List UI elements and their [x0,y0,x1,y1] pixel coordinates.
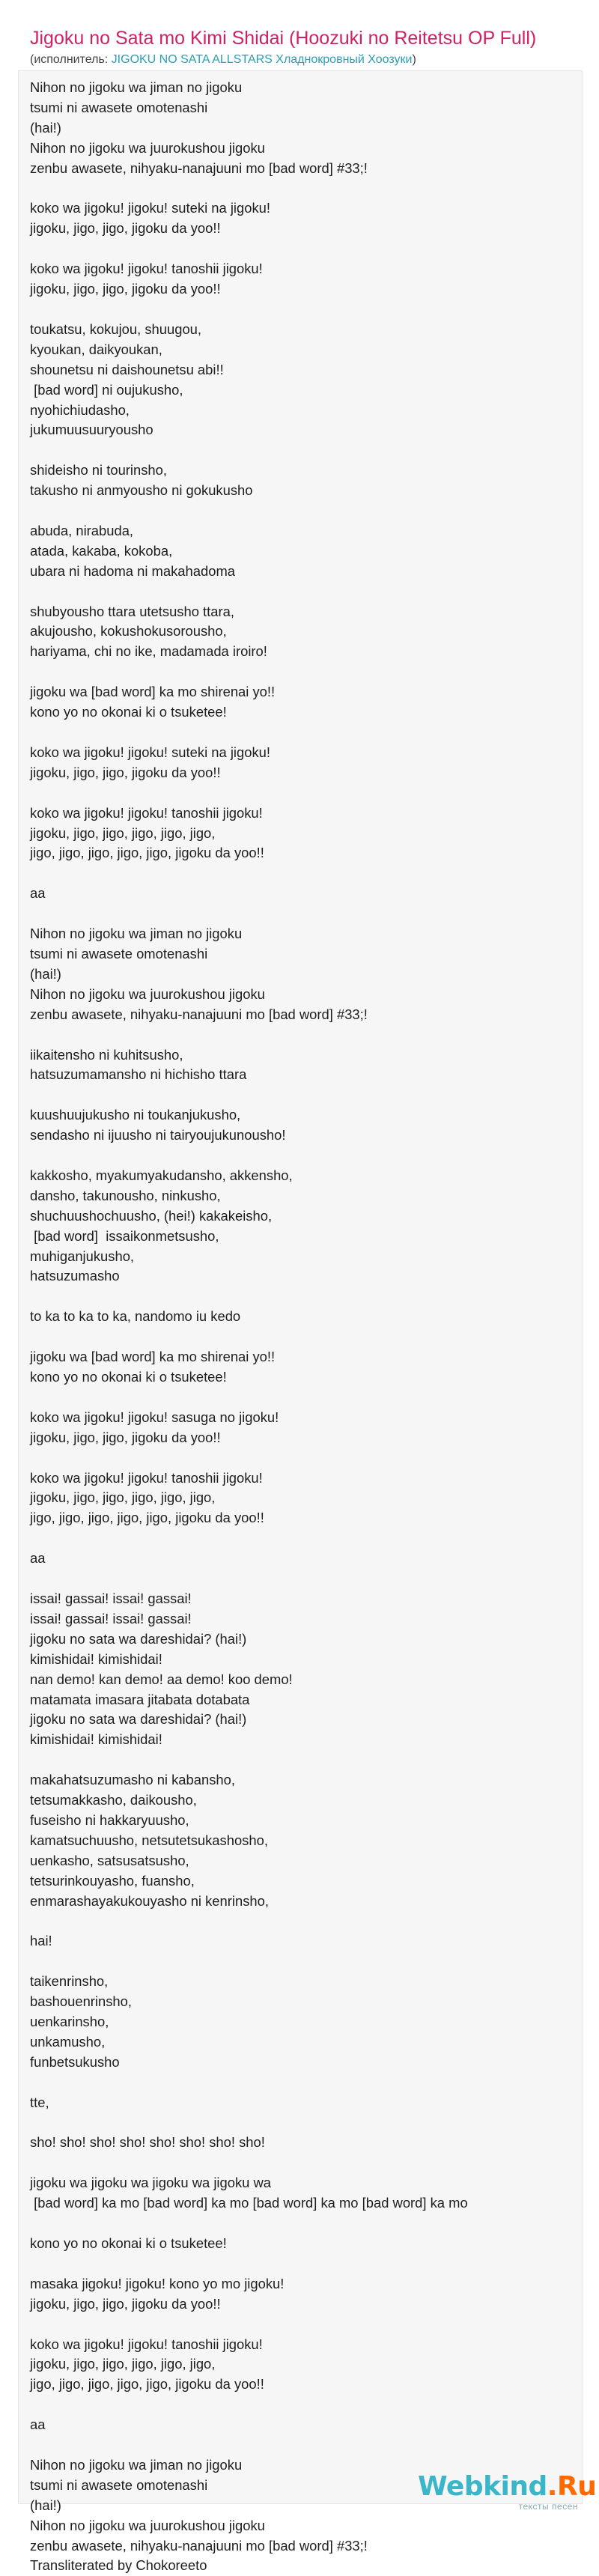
performer-line [30,52,584,67]
performer-prefix: (исполнитель: [30,53,112,66]
lyrics-text: Nihon no jigoku wa jiman no jigoku tsumi ni awasete omotenashi (hai!) Nihon no jigoku wa juurokushou jigoku zenbu awasete, nihyaku-nanajuuni mo [bad word] #33;! koko wa jigoku! jigoku! suteki na jigoku! jigoku, jigo, jigo, jigoku da yoo!! koko wa jigoku! jigoku! tanoshii jigoku! jigoku, jigo, jigo, jigoku da yoo!! toukatsu, kokujou, shuugou, kyoukan, daikyoukan, shounetsu ni daishounetsu abi!! [bad word] ni oujukusho, nyohichiudasho, jukumuusuuryousho shideisho ni tourinsho, takusho ni anmyousho ni gokukusho abuda, nirabuda, atada, kakaba, kokoba, ubara ni hadoma ni makahadoma shubyousho ttara utetsusho ttara, akujousho, kokushokusorousho, hariyama, chi no ike, madamada iroiro! jigoku wa [bad word] ka mo shirenai yo!! kono yo no okonai ki o tsuketee! koko wa jigoku! jigoku! suteki na jigoku! jigoku, jigo, jigo, jigoku da yoo!! koko wa jigoku! jigoku! tanoshii jigoku! jigoku, jigo, jigo, jigo, jigo, jigo, jigo, jigo, jigo, jigo, jigo, jigoku da yoo!! aa Nihon no jigoku wa jiman no jigoku tsumi ni awasete omotenashi (hai!) Nihon no jigoku wa juurokushou jigoku zenbu awasete, nihyaku-nanajuuni mo [bad word] #33;! iikaitensho ni kuhitsusho, hatsuzumamansho ni hichisho ttara kuushuujukusho ni toukanjukusho, sendasho ni ijuusho ni tairyoujukunousho! kakkosho, myakumyakudansho, akkensho, dansho, takunousho, ninkusho, shuchuushochuusho, (hei!) kakakeisho, [bad word] issaikonmetsusho, muhiganjukusho, hatsuzumasho to ka to ka to ka, nandomo iu kedo jigoku wa [bad word] ka mo shirenai yo!! kono yo no okonai ki o tsuketee! koko wa jigoku! jigoku! sasuga no jigoku! jigoku, jigo, jigo, jigoku da yoo!! koko wa jigoku! jigoku! tanoshii jigoku! jigoku, jigo, jigo, jigo, jigo, jigo, jigo, jigo, jigo, jigo, jigo, jigoku da yoo!! aa issai! gassai! issai! gassai! issai! gassai! issai! gassai! jigoku no sata wa dareshidai? (hai!) kimishidai! kimishidai! nan demo! kan demo! aa demo! koo demo! matamata imasara jitabata dotabata jigoku no sata wa dareshidai? (hai!) kimishidai! kimishidai! makahatsuzumasho ni kabansho, tetsumakkasho, daikousho, fuseisho ni hakkaryuusho, kamatsuchuusho, netsutetsukashosho, uenkasho, satsusatsusho, tetsurinkouyasho, fuansho, enmarashayakukouyasho ni kenrinsho, hai! taikenrinsho, bashouenrinsho, uenkarinsho, unkamusho, funbetsukusho tte, sho! sho! sho! sho! sho! sho! sho! sho! jigoku wa jigoku wa jigoku wa jigoku wa [bad word] ka mo [bad word] ka mo [bad word] ka mo [bad word] ka mo kono yo no okonai ki o tsuketee! masaka jigoku! jigoku! kono yo mo jigoku! jigoku, jigo, jigo, jigoku da yoo!! koko wa jigoku! jigoku! tanoshii jigoku! jigoku, jigo, jigo, jigo, jigo, jigo, jigo, jigo, jigo, jigo, jigo, jigoku da yoo!! aa Nihon no jigoku wa jiman no jigoku tsumi ni awasete omotenashi (hai!) Nihon no jigoku wa juurokushou jigoku zenbu awasete, nihyaku-nanajuuni mo [bad word] #33;! Transliterated by Chokoreeto [30,79,468,2574]
performer-link[interactable]: JIGOKU NO SATA ALLSTARS Хладнокровный Хоозуки [111,53,413,66]
logo-tagline: тексты песен [518,2501,578,2512]
logo-tld: .Ru [547,2471,597,2502]
song-title: Jigoku no Sata mo Kimi Shidai (Hoozuki no Reitetsu OP Full) [30,28,537,49]
site-logo[interactable] [418,2471,597,2512]
logo-wordmark [418,2471,597,2502]
performer-suffix: ) [412,53,416,66]
logo-name: Webkind [418,2471,547,2502]
